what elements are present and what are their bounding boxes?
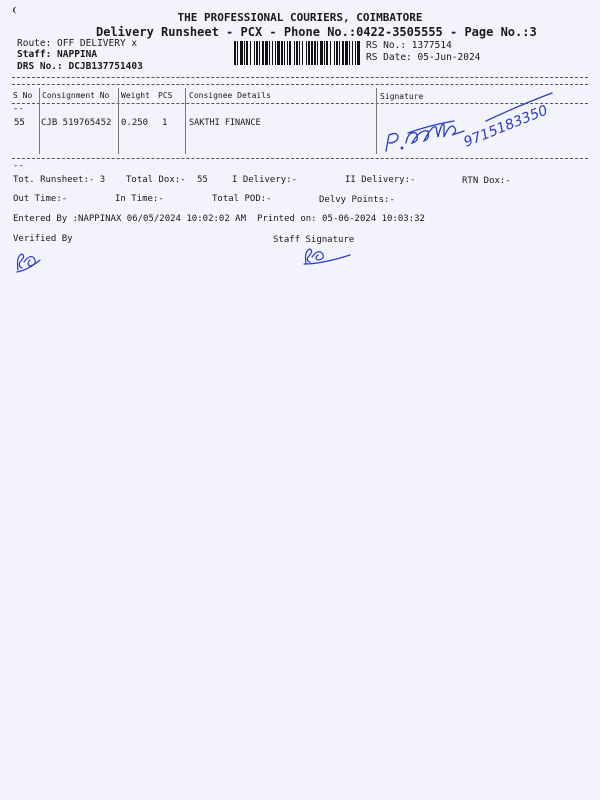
- entered-by: Entered By :NAPPINAX 06/05/2024 10:02:02 AM: [13, 214, 246, 224]
- total-dox-value: 55: [197, 175, 208, 185]
- column-line: [39, 88, 40, 154]
- row-weight: 0.250: [121, 118, 149, 128]
- handwritten-signature: [380, 85, 560, 157]
- rs-date: RS Date: 05-Jun-2024: [366, 52, 481, 63]
- barcode: [234, 41, 360, 65]
- row-sno: 55: [14, 118, 25, 128]
- col-header-consignee: Consignee Details: [189, 91, 271, 100]
- staff-label: Staff: NAPPINA: [17, 49, 98, 60]
- total-pod: Total POD:-: [212, 194, 272, 204]
- delvy-points: Delvy Points:-: [319, 195, 395, 205]
- row-pcs: 1: [162, 118, 168, 128]
- col-header-pcs: PCS: [158, 91, 173, 100]
- rtn-dox: RTN Dox:-: [462, 176, 511, 186]
- column-line: [118, 88, 119, 154]
- row-consignee: SAKTHI FINANCE: [189, 118, 261, 128]
- runsheet-title: Delivery Runsheet - PCX - Phone No.:0422-3505555 - Page No.:3: [96, 25, 537, 39]
- divider: [12, 77, 588, 78]
- route-label: Route: OFF DELIVERY x: [17, 38, 138, 49]
- dash-marker: --: [13, 104, 24, 114]
- tot-runsheet: Tot. Runsheet:- 3: [13, 175, 106, 185]
- divider: [12, 158, 588, 159]
- col-header-consignment: Consignment No: [42, 91, 110, 100]
- total-dox-label: Total Dox:-: [126, 175, 186, 185]
- staff-initials-signature: [302, 245, 354, 267]
- i-delivery: I Delivery:-: [232, 175, 298, 185]
- column-line: [185, 88, 186, 154]
- out-time: Out Time:-: [13, 194, 68, 204]
- col-header-signature: Signature: [380, 92, 424, 101]
- barcode-bar: [357, 41, 360, 65]
- ii-delivery: II Delivery:-: [345, 175, 416, 185]
- verified-by-label: Verified By: [13, 234, 73, 244]
- col-header-sno: S No: [13, 91, 33, 100]
- printed-on: Printed on: 05-06-2024 10:03:32: [257, 214, 425, 224]
- staff-signature-label: Staff Signature: [273, 235, 355, 245]
- col-header-weight: Weight: [121, 91, 150, 100]
- corner-mark: ❨: [12, 6, 18, 16]
- company-name: THE PROFESSIONAL COURIERS, COIMBATORE: [177, 11, 423, 24]
- rs-number: RS No.: 1377514: [366, 40, 452, 51]
- svg-text:9715183350: 9715183350: [461, 102, 551, 151]
- dash-marker: --: [13, 161, 24, 171]
- drs-number: DRS No.: DCJB137751403: [17, 61, 143, 72]
- row-consignment: CJB 519765452: [41, 118, 112, 128]
- in-time: In Time:-: [115, 194, 164, 204]
- verified-initials-signature: [14, 248, 44, 274]
- column-line: [376, 88, 377, 154]
